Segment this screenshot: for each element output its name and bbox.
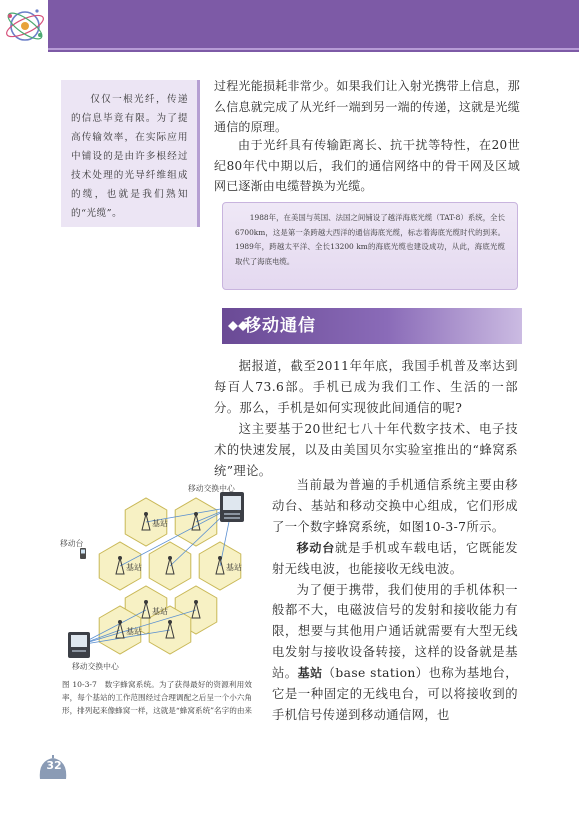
body-p3: 当前最为普遍的手机通信系统主要由移动台、基站和移动交换中心组成，它们形成了一个数字蜂窝系统，如图10-3-7所示。: [272, 478, 518, 534]
tower-top-icon: [144, 512, 148, 516]
switching-center-top-icon: [220, 492, 244, 522]
base-station-label: 基站: [152, 607, 168, 616]
tower-top-icon: [168, 620, 172, 624]
base-station-label: 基站: [126, 627, 142, 636]
tower-top-icon: [194, 512, 198, 516]
switching-center-bottom-icon: [68, 632, 90, 658]
intro-paragraph-2: [214, 135, 520, 197]
infobox-text: 1988年，在美国与英国、法国之间铺设了越洋海底光缆（TAT-8）系统，全长6700km，这是第一条跨越大西洋的通信海底光缆，标志着海底光缆时代的到来。1989年，跨越太平洋、全长13200 km的海底光缆也建设成功，从此，海底光缆取代了海底电缆。: [235, 213, 505, 266]
tower-top-icon: [118, 556, 122, 560]
label-mobile-station: 移动台: [60, 539, 84, 548]
body-block-1: [214, 356, 518, 481]
page-number: 32: [46, 759, 62, 772]
body-p5-pre: 为了便于携带，我们使用的手机体积一般都不大，电磁波信号的发射和接收能力有限，想要与其他用户通话就需要有大型无线电发射与接收设备转接，这样的设备就是基站。: [272, 582, 518, 681]
tower-top-icon: [218, 556, 222, 560]
section-title: 移动通信: [244, 316, 316, 336]
header-corner: [0, 0, 48, 52]
tower-top-icon: [144, 600, 148, 604]
header-band: [0, 0, 579, 52]
body-p4-rest: 就是手机或车载电话，它既能发射无线电波，也能接收无线电波。: [272, 540, 519, 576]
base-station-label: 基站: [226, 563, 242, 572]
mobile-phone-icon: [80, 548, 86, 559]
intro-paragraph-1: [214, 76, 520, 138]
body-p5: [272, 580, 518, 726]
side-note-box: [61, 80, 200, 227]
honeycomb-diagram: [60, 480, 264, 676]
base-station-label: 基站: [152, 519, 168, 528]
hex-cells: [99, 498, 241, 654]
intro-p1: 过程光能损耗非常少。如果我们让入射光携带上信息，那么信息就完成了从光纤一端到另一端的传递，这就是光缆通信的原理。: [214, 79, 520, 135]
tower-top-icon: [118, 620, 122, 624]
body-p2: 这主要基于20世纪七八十年代数字技术、电子技术的快速发展，以及由美国贝尔实验室推出的“蜂窝系统”理论。: [214, 421, 518, 478]
label-switching-center-top: 移动交换中心: [188, 484, 235, 493]
cellular-network-figure: [60, 480, 264, 676]
body-p1: 据报道，截至2011年年底，我国手机普及率达到每百人73.6部。手机已成为我们工作、生活的一部分。那么，手机是如何实现彼此间通信的呢?: [214, 359, 518, 415]
base-station-label: 基站: [126, 563, 142, 572]
term-base-station: 基站: [297, 666, 323, 681]
tower-top-icon: [194, 600, 198, 604]
tower-top-icon: [168, 556, 172, 560]
body-p5-rest: （base station）也称为基地台，它是一种固定的无线电台，可以将接收到的手机信号传递到移动通信网，也: [272, 666, 518, 722]
figure-caption: 图 10-3-7 数字蜂窝系统。为了获得最好的资源利用效率，每个基站的工作范围经过合理调配之后呈一个小六角形，排列起来像蜂窝一样，这就是“蜂窝系统”名字的由来: [62, 680, 253, 715]
globe-logo-icon: [4, 2, 46, 48]
body-p4: [272, 538, 518, 580]
intro-p2: 由于光纤具有传输距离长、抗干扰等特性，在20世纪80年代中期以后，我们的通信网络中的骨干网及区域网已逐渐由电缆替换为光缆。: [214, 138, 520, 194]
label-switching-center-bottom: 移动交换中心: [72, 662, 119, 671]
term-mobile-station: 移动台: [296, 540, 336, 555]
side-note-text: 仅仅一根光纤，传递的信息毕竟有限。为了提高传输效率，在实际应用中铺设的是由许多根经过技术处理的光导纤维组成的缆，也就是我们熟知的“光缆”。: [71, 94, 188, 219]
body-block-2: [272, 475, 518, 726]
history-infobox: [222, 202, 518, 290]
header-divider: [48, 48, 579, 50]
